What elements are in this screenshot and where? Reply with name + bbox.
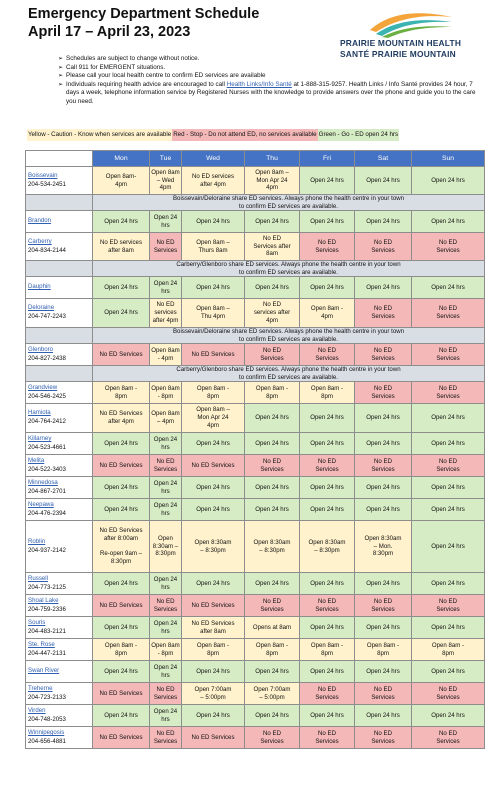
location-row [26, 683, 485, 705]
location-cell [26, 433, 93, 455]
location-row [26, 404, 485, 433]
status-cell-sat: Open 24 hrs [355, 433, 412, 455]
location-cell [26, 683, 93, 705]
location-link[interactable]: Souris [28, 618, 46, 626]
status-cell-tue: Open 8am - 8pm [150, 382, 182, 404]
location-cell [26, 299, 93, 328]
location-row [26, 433, 485, 455]
status-cell-fri: Open 24 hrs [300, 404, 355, 433]
status-cell-wed: No ED Services [182, 344, 245, 366]
header-corner [26, 151, 93, 167]
status-cell-sun: Open 24 hrs [412, 705, 485, 727]
status-cell-mon: Open 8am - 8pm [93, 382, 150, 404]
note-text: Individuals requiring health advice are encouraged to call [66, 80, 227, 88]
status-cell-sun: No ED Services [412, 595, 485, 617]
day-header-thu: Thu [245, 151, 300, 167]
location-phone: 204-534-2451 [28, 180, 66, 188]
location-phone: 204-447-2131 [28, 649, 66, 657]
status-cell-sun: Open 24 hrs [412, 433, 485, 455]
status-cell-tue: Open 24 hrs [150, 499, 182, 521]
day-header-mon: Mon [93, 151, 150, 167]
status-cell-tue: No ED services after 4pm [150, 299, 182, 328]
status-cell-thu: No ED Services [245, 727, 300, 749]
status-cell-fri: No ED Services [300, 344, 355, 366]
status-cell-fri: Open 8am - 8pm [300, 382, 355, 404]
arrow-bullet-icon: ➢ [58, 81, 64, 88]
status-cell-sun: Open 24 hrs [412, 211, 485, 233]
status-cell-sun: No ED Services [412, 683, 485, 705]
day-header-fri: Fri [300, 151, 355, 167]
status-cell-thu: Open 24 hrs [245, 661, 300, 683]
location-row [26, 595, 485, 617]
status-cell-thu: No ED Services [245, 595, 300, 617]
location-cell [26, 617, 93, 639]
status-cell-mon: No ED Services after 8:00am Re-open 9am – 8:30pm [93, 521, 150, 573]
location-cell [26, 521, 93, 573]
status-cell-wed: Open 8:30am – 8:30pm [182, 521, 245, 573]
location-phone: 204-523-4661 [28, 443, 66, 451]
location-link[interactable]: Treherne [28, 684, 53, 692]
status-cell-fri: Open 8am - 4pm [300, 299, 355, 328]
status-cell-thu: No ED Services [245, 344, 300, 366]
status-cell-sun: Open 24 hrs [412, 477, 485, 499]
status-cell-tue: Open 8am - 4pm [150, 344, 182, 366]
status-cell-wed: No ED services after 4pm [182, 167, 245, 195]
status-cell-wed: Open 8am – Thu 4pm [182, 299, 245, 328]
status-cell-tue: Open 8am - 8pm [150, 639, 182, 661]
location-row [26, 727, 485, 749]
location-phone: 204-867-2701 [28, 487, 66, 495]
status-cell-sun: Open 24 hrs [412, 404, 485, 433]
location-link[interactable]: Swan River [28, 667, 60, 675]
status-cell-sun: Open 24 hrs [412, 573, 485, 595]
shared-service-note-row [26, 261, 485, 277]
status-cell-fri: Open 24 hrs [300, 573, 355, 595]
location-link[interactable]: Boissevain [28, 171, 58, 179]
status-cell-tue: No ED Services [150, 683, 182, 705]
health-links-link[interactable]: Health Links/Info Santé [226, 80, 292, 88]
location-link[interactable]: Neepawa [28, 500, 54, 508]
status-cell-thu: Open 24 hrs [245, 477, 300, 499]
status-cell-mon: Open 24 hrs [93, 499, 150, 521]
shared-service-note-row [26, 328, 485, 344]
status-cell-wed: Open 24 hrs [182, 477, 245, 499]
status-cell-fri: Open 8:30am – 8:30pm [300, 521, 355, 573]
note-text: Schedules are subject to change without notice. [66, 55, 200, 62]
logo-text-french: SANTÉ PRAIRIE MOUNTAIN [340, 49, 456, 59]
status-cell-sat: Open 24 hrs [355, 661, 412, 683]
location-link[interactable]: Minnedosa [28, 478, 58, 486]
status-cell-thu: Open 8am - 8pm [245, 382, 300, 404]
note-spacer-cell [26, 366, 93, 382]
status-cell-sat: Open 24 hrs [355, 277, 412, 299]
location-row [26, 573, 485, 595]
status-cell-thu: Open 24 hrs [245, 277, 300, 299]
status-cell-tue: Open 8am – 4pm [150, 404, 182, 433]
status-cell-mon: No ED Services after 4pm [93, 404, 150, 433]
status-cell-thu: Open 8am – Mon Apr 24 4pm [245, 167, 300, 195]
status-cell-sat: Open 8:30am – Mon. 8:30pm [355, 521, 412, 573]
status-cell-mon: Open 24 hrs [93, 299, 150, 328]
status-cell-fri: Open 24 hrs [300, 499, 355, 521]
status-cell-mon: No ED Services [93, 595, 150, 617]
status-cell-thu: Open 24 hrs [245, 211, 300, 233]
status-cell-sun: No ED Services [412, 299, 485, 328]
status-cell-sun: Open 24 hrs [412, 277, 485, 299]
location-phone: 204-759-2336 [28, 605, 66, 613]
day-header-wed: Wed [182, 151, 245, 167]
location-cell [26, 477, 93, 499]
status-cell-mon: Open 24 hrs [93, 477, 150, 499]
status-cell-wed: Open 8am – Thurs 8am [182, 233, 245, 261]
location-phone: 204-748-2053 [28, 715, 66, 723]
location-phone: 204-476-2394 [28, 509, 66, 517]
status-cell-thu: No ED Services after 8am [245, 233, 300, 261]
status-cell-sat: No ED Services [355, 727, 412, 749]
title-line-2: April 17 – April 23, 2023 [28, 24, 191, 40]
status-cell-thu: Open 24 hrs [245, 404, 300, 433]
status-cell-fri: Open 24 hrs [300, 167, 355, 195]
location-cell [26, 705, 93, 727]
location-row [26, 299, 485, 328]
schedule-table [25, 150, 485, 749]
location-row [26, 477, 485, 499]
note-item [58, 55, 478, 64]
status-cell-mon: Open 24 hrs [93, 617, 150, 639]
location-cell [26, 344, 93, 366]
location-cell [26, 499, 93, 521]
status-cell-fri: Open 24 hrs [300, 705, 355, 727]
legend-green: Green - Go - ED open 24 hrs [318, 129, 399, 141]
location-link[interactable]: Carberry [28, 237, 52, 245]
location-cell [26, 211, 93, 233]
location-phone: 204-546-2425 [28, 392, 66, 400]
location-phone: 204-834-2144 [28, 246, 66, 254]
color-legend [27, 129, 399, 141]
status-cell-mon: No ED Services [93, 344, 150, 366]
shared-service-note-row [26, 195, 485, 211]
note-item [58, 72, 478, 81]
location-row [26, 617, 485, 639]
status-cell-mon: Open 8am - 8pm [93, 639, 150, 661]
status-cell-sat: No ED Services [355, 382, 412, 404]
status-cell-fri: No ED Services [300, 455, 355, 477]
status-cell-thu: Open 8am - 8pm [245, 639, 300, 661]
status-cell-sat: Open 24 hrs [355, 167, 412, 195]
status-cell-mon: Open 24 hrs [93, 661, 150, 683]
status-cell-wed: Open 24 hrs [182, 661, 245, 683]
status-cell-fri: No ED Services [300, 683, 355, 705]
status-cell-fri: No ED Services [300, 727, 355, 749]
status-cell-wed: Open 8am – Mon Apr 24 4pm [182, 404, 245, 433]
status-cell-mon: No ED Services [93, 455, 150, 477]
status-cell-fri: Open 24 hrs [300, 433, 355, 455]
status-cell-tue: Open 8am – Wed 4pm [150, 167, 182, 195]
status-cell-sat: No ED Services [355, 683, 412, 705]
location-cell [26, 277, 93, 299]
document-title [28, 5, 259, 41]
arrow-bullet-icon: ➢ [58, 73, 64, 79]
location-link[interactable]: Grandview [28, 383, 58, 391]
status-cell-wed: Open 24 hrs [182, 705, 245, 727]
status-cell-thu: Open 24 hrs [245, 705, 300, 727]
location-cell [26, 595, 93, 617]
arrow-bullet-icon: ➢ [58, 64, 64, 71]
status-cell-fri: Open 24 hrs [300, 661, 355, 683]
status-cell-sat: No ED Services [355, 455, 412, 477]
location-row [26, 167, 485, 195]
status-cell-wed: Open 24 hrs [182, 573, 245, 595]
status-cell-thu: No ED Services [245, 455, 300, 477]
location-cell [26, 233, 93, 261]
status-cell-tue: Open 24 hrs [150, 477, 182, 499]
status-cell-sun: Open 24 hrs [412, 617, 485, 639]
status-cell-sun: No ED Services [412, 455, 485, 477]
location-link[interactable]: Killarney [28, 434, 52, 442]
prairie-swoosh-icon [366, 8, 456, 38]
location-row [26, 344, 485, 366]
status-cell-wed: Open 8am - 8pm [182, 639, 245, 661]
status-cell-fri: Open 24 hrs [300, 477, 355, 499]
status-cell-wed: Open 24 hrs [182, 433, 245, 455]
location-link[interactable]: Dauphin [28, 283, 51, 291]
note-spacer-cell [26, 261, 93, 277]
location-link[interactable]: Hamiota [28, 409, 51, 417]
note-item [58, 64, 478, 73]
location-link[interactable]: Shoal Lake [28, 596, 59, 604]
status-cell-fri: Open 24 hrs [300, 617, 355, 639]
day-header-tue: Tue [150, 151, 182, 167]
status-cell-sat: Open 24 hrs [355, 404, 412, 433]
status-cell-tue: No ED Services [150, 595, 182, 617]
location-cell [26, 404, 93, 433]
status-cell-thu: Opens at 8am [245, 617, 300, 639]
status-cell-sun: Open 24 hrs [412, 661, 485, 683]
note-text: Call 911 for EMERGENT situations. [66, 63, 166, 71]
location-cell [26, 661, 93, 683]
location-cell [26, 455, 93, 477]
status-cell-tue: Open 24 hrs [150, 573, 182, 595]
status-cell-mon: Open 24 hrs [93, 705, 150, 727]
status-cell-wed: No ED Services [182, 595, 245, 617]
table-header-row [26, 151, 485, 167]
shared-service-note: Carberry/Glenboro share ED services. Always phone the health centre in your town to confirm ED services are available. [93, 261, 485, 277]
status-cell-tue: No ED Services [150, 233, 182, 261]
status-cell-sun: Open 8am - 8pm [412, 639, 485, 661]
status-cell-sat: No ED Services [355, 233, 412, 261]
logo-text-english: PRAIRIE MOUNTAIN HEALTH [340, 38, 462, 48]
note-spacer-cell [26, 195, 93, 211]
status-cell-tue: Open 24 hrs [150, 433, 182, 455]
location-row [26, 382, 485, 404]
status-cell-sat: Open 24 hrs [355, 617, 412, 639]
shared-service-note: Carberry/Glenboro share ED services. Always phone the health centre in your town to confirm ED services are available. [93, 366, 485, 382]
legend-red: Red - Stop - Do not attend ED, no services available [172, 129, 317, 141]
status-cell-mon: Open 24 hrs [93, 277, 150, 299]
status-cell-wed: Open 8am - 8pm [182, 382, 245, 404]
status-cell-sun: No ED Services [412, 344, 485, 366]
location-row [26, 639, 485, 661]
status-cell-sat: Open 8am - 8pm [355, 639, 412, 661]
location-cell [26, 382, 93, 404]
location-row [26, 211, 485, 233]
location-row [26, 499, 485, 521]
location-phone: 204-656-4881 [28, 737, 66, 745]
status-cell-fri: Open 24 hrs [300, 211, 355, 233]
status-cell-tue: Open 24 hrs [150, 661, 182, 683]
status-cell-sat: Open 24 hrs [355, 499, 412, 521]
location-row [26, 661, 485, 683]
status-cell-wed: No ED Services after 8am [182, 617, 245, 639]
status-cell-sat: Open 24 hrs [355, 705, 412, 727]
location-phone: 204-773-2125 [28, 583, 66, 591]
status-cell-sun: No ED Services [412, 382, 485, 404]
location-link[interactable]: Russell [28, 574, 48, 582]
status-cell-sat: Open 24 hrs [355, 477, 412, 499]
status-cell-wed: No ED Services [182, 727, 245, 749]
location-phone: 204-723-2133 [28, 693, 66, 701]
status-cell-sun: No ED Services [412, 727, 485, 749]
status-cell-thu: Open 24 hrs [245, 499, 300, 521]
status-cell-sat: No ED Services [355, 595, 412, 617]
status-cell-wed: Open 7:00am – 5:00pm [182, 683, 245, 705]
status-cell-tue: Open 24 hrs [150, 705, 182, 727]
status-cell-mon: Open 24 hrs [93, 433, 150, 455]
status-cell-tue: Open 24 hrs [150, 277, 182, 299]
day-header-sun: Sun [412, 151, 485, 167]
status-cell-tue: Open 24 hrs [150, 617, 182, 639]
status-cell-fri: No ED Services [300, 595, 355, 617]
status-cell-tue: No ED Services [150, 727, 182, 749]
status-cell-thu: Open 8:30am – 8:30pm [245, 521, 300, 573]
status-cell-wed: Open 24 hrs [182, 277, 245, 299]
status-cell-sat: No ED Services [355, 344, 412, 366]
shared-service-note: Boissevain/Deloraine share ED services. Always phone the health centre in your town to confirm ED services are available. [93, 195, 485, 211]
status-cell-fri: Open 24 hrs [300, 277, 355, 299]
location-phone: 204-522-3403 [28, 465, 66, 473]
status-cell-mon: No ED Services [93, 683, 150, 705]
arrow-bullet-icon: ➢ [58, 56, 64, 62]
location-phone: 204-937-2142 [28, 546, 66, 554]
shared-service-note: Boissevain/Deloraine share ED services. Always phone the health centre in your town to confirm ED services are available. [93, 328, 485, 344]
status-cell-tue: Open 24 hrs [150, 211, 182, 233]
status-cell-sun: Open 24 hrs [412, 521, 485, 573]
status-cell-tue: No ED Services [150, 455, 182, 477]
location-cell [26, 727, 93, 749]
status-cell-wed: Open 24 hrs [182, 499, 245, 521]
note-text: Please call your local health centre to confirm ED services are available [66, 72, 266, 79]
location-row [26, 705, 485, 727]
legend-yellow: Yellow - Caution - Know when services are available [27, 129, 172, 141]
status-cell-mon: No ED Services [93, 727, 150, 749]
location-link[interactable]: Deloraine [28, 304, 55, 312]
status-cell-sat: Open 24 hrs [355, 211, 412, 233]
location-link[interactable]: Glenboro [28, 345, 54, 353]
location-row [26, 521, 485, 573]
status-cell-mon: Open 8am- 4pm [93, 167, 150, 195]
status-cell-sat: No ED Services [355, 299, 412, 328]
title-line-1: Emergency Department Schedule [28, 6, 260, 22]
note-text-continued: at 1-888-315-9257. Health Links / Info Santé provides 24 hour, 7 days a week, telephone information service by Registered Nurses with the knowledge to provide answers over the phone and guide you to the care you need. [66, 80, 476, 105]
status-cell-thu: Open 24 hrs [245, 573, 300, 595]
note-spacer-cell [26, 328, 93, 344]
status-cell-thu: Open 7:00am – 5:00pm [245, 683, 300, 705]
status-cell-mon: Open 24 hrs [93, 573, 150, 595]
status-cell-thu: No ED services after 4pm [245, 299, 300, 328]
location-phone: 204-483-2121 [28, 627, 66, 635]
location-row [26, 455, 485, 477]
day-header-sat: Sat [355, 151, 412, 167]
status-cell-mon: Open 24 hrs [93, 211, 150, 233]
location-cell [26, 167, 93, 195]
status-cell-sun: Open 24 hrs [412, 167, 485, 195]
status-cell-wed: Open 24 hrs [182, 211, 245, 233]
location-link[interactable]: Melita [28, 456, 45, 464]
status-cell-sat: Open 24 hrs [355, 573, 412, 595]
status-cell-fri: Open 8am - 8pm [300, 639, 355, 661]
location-link[interactable]: Ste. Rose [28, 640, 55, 648]
status-cell-wed: No ED Services [182, 455, 245, 477]
location-row [26, 233, 485, 261]
status-cell-sun: No ED Services [412, 233, 485, 261]
status-cell-tue: Open 8:30am – 8:30pm [150, 521, 182, 573]
location-link[interactable]: Brandon [28, 217, 52, 225]
notes-list [58, 55, 478, 106]
location-phone: 204-827-2438 [28, 354, 66, 362]
location-phone: 204-747-2243 [28, 313, 66, 320]
location-link[interactable]: Winnipegosis [28, 728, 65, 736]
status-cell-sun: Open 24 hrs [412, 499, 485, 521]
status-cell-fri: No ED Services [300, 233, 355, 261]
location-link[interactable]: Roblin [28, 537, 46, 545]
shared-service-note-row [26, 366, 485, 382]
status-cell-thu: Open 24 hrs [245, 433, 300, 455]
location-phone: 204-764-2412 [28, 418, 66, 425]
status-cell-mon: No ED services after 8am [93, 233, 150, 261]
note-item [58, 81, 478, 107]
location-cell [26, 639, 93, 661]
location-cell [26, 573, 93, 595]
location-link[interactable]: Virden [28, 706, 46, 714]
location-row [26, 277, 485, 299]
